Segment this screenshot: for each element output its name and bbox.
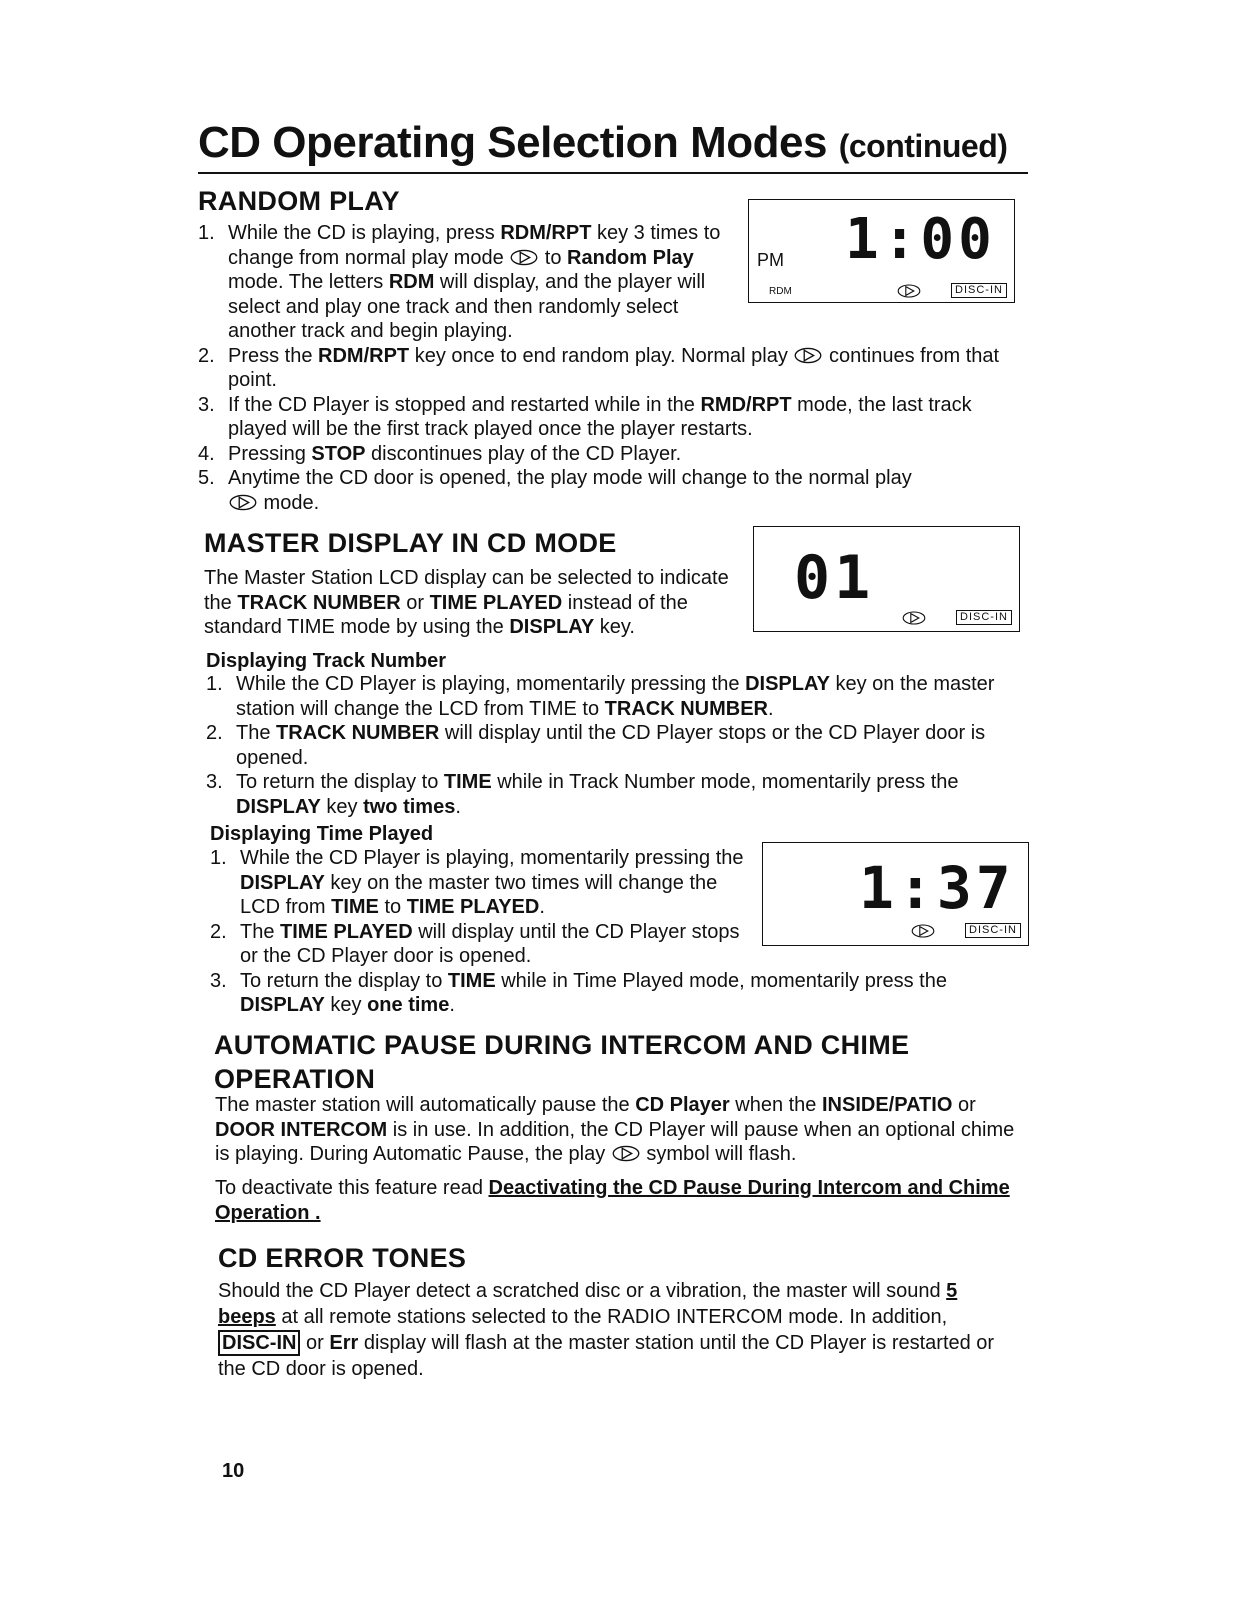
list-item: 3. If the CD Player is stopped and restarted while in the RMD/RPT mode, the last track played will be the first track played once the player restarts. xyxy=(198,393,972,440)
page-title xyxy=(198,118,1028,174)
error-tones-heading: CD ERROR TONES xyxy=(218,1243,467,1273)
lcd-digits: 1:00 xyxy=(845,207,996,272)
random-play-heading: RANDOM PLAY xyxy=(198,186,400,216)
list-item: 1. While the CD is playing, press RDM/RPT key 3 times to change from normal play mode to Random Play mode. The letters RDM will display, and the player will select and play one track and then randomly select another track and begin playing. xyxy=(198,222,721,342)
list-item: 3. To return the display to TIME while in Time Played mode, momentarily press the DISPLAY key one time. xyxy=(210,969,947,1016)
list-item: 1. While the CD Player is playing, momentarily pressing the DISPLAY key on the master station will change the LCD from TIME to TRACK NUMBER. xyxy=(206,673,995,720)
play-symbol-icon xyxy=(902,610,926,626)
time-played-heading: Displaying Time Played xyxy=(210,823,434,845)
play-symbol-icon xyxy=(793,347,823,364)
disc-in-indicator: DISC-IN xyxy=(965,923,1021,938)
master-display-intro: The Master Station LCD display can be selected to indicate the TRACK NUMBER or TIME PLAYED instead of the standard TIME mode by using the DISPLAY key. xyxy=(204,567,729,638)
cross-reference-link[interactable]: Deactivating the CD Pause During Intercom and Chime Operation . xyxy=(215,1177,1010,1224)
disc-in-indicator: DISC-IN xyxy=(951,283,1007,298)
play-symbol-icon xyxy=(228,494,258,511)
list-item: 2. Press the RDM/RPT key once to end random play. Normal play continues from that point. xyxy=(198,344,1000,391)
error-tones-paragraph: Should the CD Player detect a scratched disc or a vibration, the master will sound 5 beeps at all remote stations selected to the RADIO INTERCOM mode. In addition, DISC-IN or Err display will flash at the master station until the CD Player is restarted or the CD door is opened. xyxy=(218,1280,995,1380)
list-item: 2. The TIME PLAYED will display until the CD Player stops or the CD Player door is opened. xyxy=(210,920,740,967)
disc-in-indicator: DISC-IN xyxy=(956,610,1012,625)
page-number: 10 xyxy=(222,1460,245,1482)
play-symbol-icon xyxy=(611,1145,641,1162)
random-play-list xyxy=(198,221,1013,515)
track-number-heading: Displaying Track Number xyxy=(206,650,447,672)
list-item: 5. Anytime the CD door is opened, the play mode will change to the normal play mode. xyxy=(198,467,912,514)
lcd-digits: 01 xyxy=(794,543,875,613)
list-item: 2. The TRACK NUMBER will display until the CD Player stops or the CD Player door is opened. xyxy=(206,722,986,769)
lcd-pm-label: PM xyxy=(757,250,784,270)
list-item: 4. Pressing STOP discontinues play of the CD Player. xyxy=(198,442,682,465)
lcd-rdm-label: RDM xyxy=(769,286,792,297)
lcd-track-number xyxy=(753,526,1020,632)
auto-pause-heading: AUTOMATIC PAUSE DURING INTERCOM AND CHIME OPERATION xyxy=(214,1030,910,1094)
list-item: 1. While the CD Player is playing, momentarily pressing the DISPLAY key on the master two times will change the LCD from TIME to TIME PLAYED. xyxy=(210,847,744,918)
play-symbol-icon xyxy=(509,249,539,266)
master-display-heading: MASTER DISPLAY IN CD MODE xyxy=(204,528,617,558)
title-suffix: (continued) xyxy=(838,128,1008,164)
auto-pause-reference: To deactivate this feature read Deactivating the CD Pause During Intercom and Chime Operation . xyxy=(215,1177,1010,1224)
list-item: 3. To return the display to TIME while in Track Number mode, momentarily press the DISPLAY key two times. xyxy=(206,771,959,818)
track-number-list xyxy=(206,672,1031,819)
lcd-digits: 1:37 xyxy=(859,854,1015,922)
time-played-list xyxy=(210,846,1020,1018)
title-text: CD Operating Selection Modes xyxy=(198,118,827,167)
auto-pause-paragraph: The master station will automatically pause the CD Player when the INSIDE/PATIO or DOOR INTERCOM is in use. In addition, the CD Player will pause when an optional chime is playing. During Automatic Pause, the play symbol will flash. xyxy=(215,1094,1015,1165)
disc-in-indicator: DISC-IN xyxy=(218,1330,300,1356)
